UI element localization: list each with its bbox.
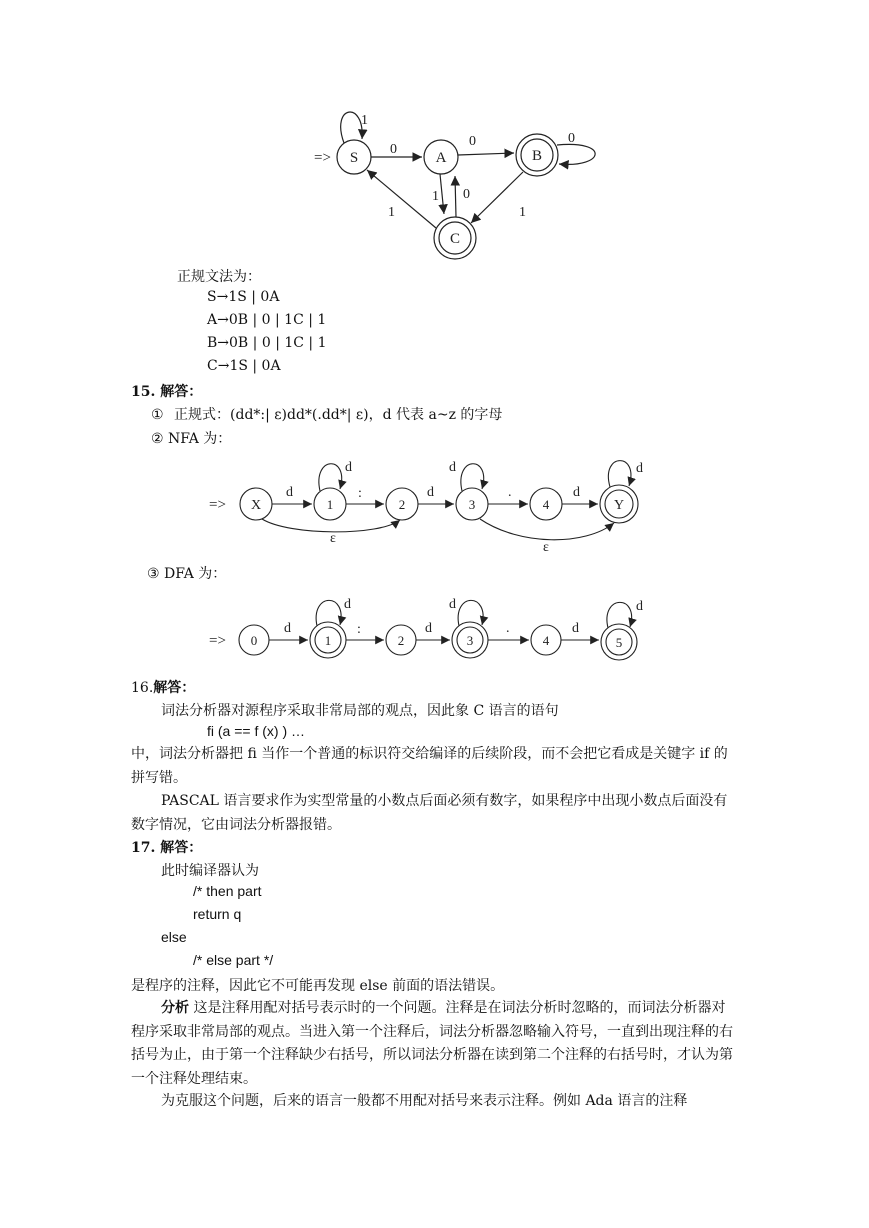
dfa-diagram [0,590,869,670]
q16-answer-label: 解答： [153,680,196,696]
svg-text:1: 1 [326,497,334,512]
dfa-label-4-5: d [572,621,579,636]
grammar-heading: 正规文法为： [177,269,261,285]
edge-label-a-c: 1 [432,189,439,204]
svg-text:C: C [449,231,461,247]
nfa-edge-loop-3 [461,464,484,491]
nfa-state-x [240,488,272,520]
svg-text:0: 0 [250,633,258,648]
q17-code1: /* then part [193,883,262,899]
nfa-label-eps-2: ε [543,540,549,555]
nfa-label-loop-y: d [636,461,643,476]
nfa-label-loop-3: d [449,460,456,475]
dfa-state-3-accepting [452,622,488,658]
svg-text:3: 3 [466,633,474,648]
nfa-state-2 [386,488,418,520]
nfa-edge-loop-1 [319,464,342,491]
nfa-state-3 [456,488,488,520]
grammar-rule-a: A→0B | 0 | 1C | 1 [207,312,327,328]
edge-label-c-a: 0 [463,187,470,202]
svg-text:4: 4 [542,497,550,512]
edge-b-c [471,172,523,223]
svg-text:5: 5 [615,635,623,650]
q15-item-regex [151,404,502,424]
edge-s-loop [341,112,363,143]
svg-text:Y: Y [613,498,625,513]
edge-label-c-s: 1 [388,205,395,220]
edge-c-s [367,170,436,228]
grammar-rule-c: C→1S | 0A [207,358,281,374]
dfa-state-0 [239,625,269,655]
q17-analysis-text: 这是注释用配对括号表示时的一个问题。注释是在词法分析时忽略的，而词法分析器对程序采取非常局部的观点。当进入第一个注释后，词法分析器忽略输入符号，一直到出现注释的右括号为止，由于第一个注释缺少右括号，所以词法分析器在读到第二个注释的右括号时，才认为第一个注释处理结束。 [131,1000,733,1087]
svg-text:2: 2 [398,497,406,512]
nfa-label-loop-1: d [345,460,352,475]
svg-text:X: X [250,498,262,513]
q17-answer-label: 解答： [160,840,203,856]
q16-number: 16. [131,680,154,696]
nfa-label-3-4: . [508,485,512,500]
state-diagram-grammar [0,0,869,270]
dfa-state-1-accepting [310,622,346,658]
edge-label-s-loop: 1 [361,113,368,128]
q17-number: 17. [131,840,156,856]
nfa-label-2-3: d [427,485,434,500]
dfa-label-0-1: d [284,621,291,636]
q15-number: 15. [131,384,156,400]
q17-code2: return q [193,906,242,922]
edge-label-b-loop: 0 [568,131,575,146]
q15-item-dfa: ③ DFA 为： [147,566,227,582]
q17-heading [131,837,202,857]
dfa-state-2 [386,625,416,655]
q17-line2: 是程序的注释，因此它不可能再发现 else 前面的语法错误。 [131,978,505,994]
q17-line1: 此时编译器认为 [161,863,259,879]
q17-analysis [131,997,738,1091]
nfa-label-4-y: d [573,485,580,500]
q16-para2: PASCAL 语言要求作为实型常量的小数点后面必须有数字，如果程序中出现小数点后面没有数字情况，它由词法分析器报错。 [131,793,728,833]
dfa-label-loop-1: d [344,597,351,612]
dfa-start-marker: => [209,633,226,649]
state-b-accepting [516,134,558,176]
q15-item-nfa: ② NFA 为： [151,431,232,447]
nfa-edge-eps-x-2 [262,519,400,532]
dfa-label-3-4: . [506,621,510,636]
q16-line1: 词法分析器对源程序采取非常局部的观点，因此象 C 语言的语句 [161,703,559,719]
q16-paragraphs [131,743,738,837]
svg-text:A: A [435,150,447,166]
dfa-state-4 [531,625,561,655]
svg-text:B: B [531,148,543,164]
nfa-state-4 [530,488,562,520]
nfa-state-y-accepting [600,485,638,523]
q15-heading [131,381,202,401]
svg-text:2: 2 [397,633,405,648]
q17-code3: else [161,929,187,945]
nfa-start-marker: => [209,497,226,513]
svg-text:4: 4 [542,633,550,648]
edge-a-c [440,174,444,214]
q17-code4: /* else part */ [193,952,274,968]
dfa-state-5-accepting [601,624,637,660]
nfa-edge-loop-y [608,461,631,487]
dfa-label-2-3: d [425,621,432,636]
dfa-label-1-2: : [357,622,361,637]
state-a [424,140,458,174]
grammar-rule-s: S→1S | 0A [207,289,280,305]
grammar-rule-b: B→0B | 0 | 1C | 1 [207,335,327,351]
edge-label-b-c: 1 [519,205,526,220]
q16-para1: 中，词法分析器把 fi 当作一个普通的标识符交给编译的后续阶段，而不会把它看成是关键字 if 的拼写错。 [131,746,728,786]
edge-b-loop [557,144,595,164]
q17-last-para: 为克服这个问题，后来的语言一般都不用配对括号来表示注释。例如 Ada 语言的注释 [161,1093,688,1109]
svg-text:3: 3 [468,497,476,512]
state-c-accepting [434,217,476,259]
edge-label-a-b: 0 [469,134,476,149]
nfa-label-x-1: d [286,485,293,500]
start-marker: => [314,150,331,166]
q15-answer-label: 解答： [160,384,203,400]
dfa-label-loop-3: d [449,597,456,612]
q16-heading [131,677,195,697]
edge-a-b [458,153,514,155]
q15-item1-marker: ① [151,407,164,423]
svg-text:S: S [349,150,359,166]
nfa-diagram [0,450,869,560]
nfa-label-1-2: : [358,486,362,501]
q15-item1-text: 正规式：(dd*:| ε)dd*(.dd*| ε)，d 代表 a~z 的字母 [174,407,503,423]
nfa-label-eps-1: ε [330,531,336,546]
state-s [337,140,371,174]
dfa-label-loop-5: d [636,599,643,614]
nfa-edge-eps-3-y [480,519,614,540]
svg-text:1: 1 [324,633,332,648]
q16-code: fi (a == f (x) ) … [207,723,306,739]
edge-c-a [455,176,456,217]
nfa-state-1 [314,488,346,520]
q17-analysis-label: 分析 [161,1000,189,1016]
edge-label-s-a: 0 [390,142,397,157]
